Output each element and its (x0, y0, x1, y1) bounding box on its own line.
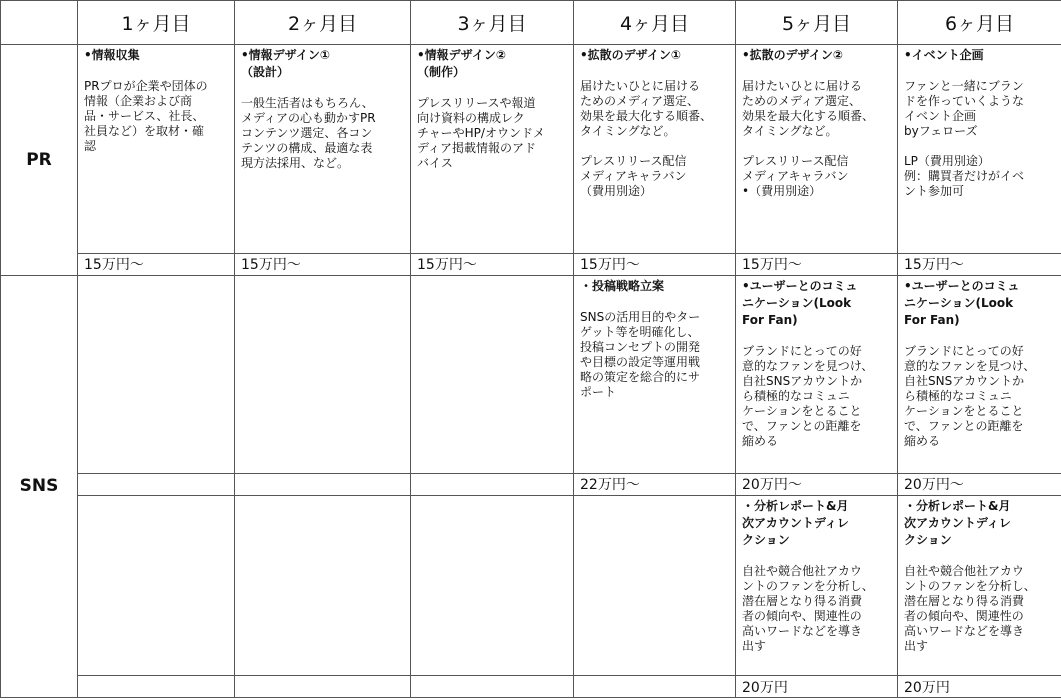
pr-desc-6: ファンと一緒にブラン ドを作っていくような イベント企画 byフェローズ LP（費用別途） 例：購買者だけがイベ ント参加可 (904, 79, 1025, 199)
sns1-cell-2 (235, 275, 411, 473)
sns1-title-6: •ユーザーとのコミュ ニケーション(Look For Fan) (904, 278, 1020, 327)
pr-price-row (1, 253, 1061, 275)
sns-row-label: SNS (1, 275, 78, 697)
header-row (1, 1, 1061, 45)
sns2-price-4 (574, 676, 736, 698)
pr-cell-5 (736, 45, 898, 254)
month-5-header: 5ヶ月目 (736, 1, 898, 45)
month-4-header: 4ヶ月目 (574, 1, 736, 45)
month-2-header: 2ヶ月目 (235, 1, 411, 45)
pr-price-3: 15万円～ (411, 253, 574, 275)
sns2-price-2 (235, 676, 411, 698)
sns2-price-3 (411, 676, 574, 698)
pr-desc-4: 届けたいひとに届ける ためのメディア選定、 効果を最大化する順番、 タイミングなど。 プレスリリース配信 メディアキャラバン （費用別途） (580, 79, 713, 199)
sns1-desc-6: ブランドにとっての好 意的なファンを見つけ、 自社SNSアカウントか ら積極的なコミュニ ケーションをとること で、ファンとの距離を 縮める (904, 343, 1036, 448)
sns2-title-5: ・分析レポート&月 次アカウントディレ クション (742, 498, 849, 547)
sns2-title-6: ・分析レポート&月 次アカウントディレ クション (904, 498, 1011, 547)
pr-title-6: •イベント企画 (904, 48, 984, 63)
sns1-price-1 (78, 473, 235, 495)
sns2-desc-6: 自社や競合他社アカウ ントのファンを分析し、 潜在層となり得る消費 者の傾向や、関連性の 高いワードなどを導き 出す (904, 563, 1036, 653)
sns1-desc-4: SNSの活用目的やター ゲット等を明確化し、 投稿コンセプトの開発 や目標の設定等運用戦 略の策定を総合的にサ ポート (580, 309, 701, 399)
pr-desc-3: プレスリリースや報道 向け資料の構成レク チャーやHP/オウンドメ ディア掲載情報のアド バイス (417, 96, 545, 171)
pr-price-5: 15万円～ (736, 253, 898, 275)
pr-desc-1: PRプロが企業や団体の 情報（企業および商 品・サービス、社長、 社員など）を取材・確 認 (84, 79, 208, 154)
sns1-cell-4 (574, 275, 736, 473)
sns2-cell-3 (411, 495, 574, 676)
sns-price-row-2 (1, 676, 1061, 698)
pr-cell-1 (78, 45, 235, 254)
pr-title-3: •情報デザイン② （制作） (417, 48, 506, 80)
sns1-price-5: 20万円～ (736, 473, 898, 495)
pr-title-1: •情報収集 (84, 48, 140, 63)
sns1-desc-5: ブランドにとっての好 意的なファンを見つけ、 自社SNSアカウントか ら積極的なコミュニ ケーションをとること で、ファンとの距離を 縮める (742, 343, 874, 448)
sns2-cell-6 (898, 495, 1061, 676)
month-6-header: 6ヶ月目 (898, 1, 1061, 45)
sns1-price-4: 22万円～ (574, 473, 736, 495)
sns1-price-3 (411, 473, 574, 495)
pr-cell-4 (574, 45, 736, 254)
sns1-cell-6 (898, 275, 1061, 473)
sns2-price-6: 20万円 (898, 676, 1061, 698)
pr-desc-2: 一般生活者はもちろん、 メディアの心も動かすPR コンテンツ選定、各コン テンツの構成、最適な表 現方法採用、など。 (241, 96, 376, 171)
pr-cell-2 (235, 45, 411, 254)
pr-title-5: •拡散のデザイン② (742, 48, 843, 63)
pr-content-row (1, 45, 1061, 254)
month-1-header: 1ヶ月目 (78, 1, 235, 45)
sns1-cell-3 (411, 275, 574, 473)
pr-price-2: 15万円～ (235, 253, 411, 275)
sns-price-row-1 (1, 473, 1061, 495)
pr-price-4: 15万円～ (574, 253, 736, 275)
sns1-title-5: •ユーザーとのコミュ ニケーション(Look For Fan) (742, 278, 858, 327)
sns2-desc-5: 自社や競合他社アカウ ントのファンを分析し、 潜在層となり得る消費 者の傾向や、関連性の 高いワードなどを導き 出す (742, 563, 874, 653)
sns-content-row-1 (1, 275, 1061, 473)
pr-price-1: 15万円～ (78, 253, 235, 275)
sns2-price-1 (78, 676, 235, 698)
month-3-header: 3ヶ月目 (411, 1, 574, 45)
sns1-cell-1 (78, 275, 235, 473)
corner-cell (1, 1, 78, 45)
pr-title-2: •情報デザイン① （設計） (241, 48, 330, 80)
sns2-cell-2 (235, 495, 411, 676)
pr-cell-6 (898, 45, 1061, 254)
pr-row-label: PR (1, 45, 78, 275)
sns-content-row-2 (1, 495, 1061, 676)
pr-price-6: 15万円～ (898, 253, 1061, 275)
pr-cell-3 (411, 45, 574, 254)
sns1-price-2 (235, 473, 411, 495)
sns2-cell-5 (736, 495, 898, 676)
pr-desc-5: 届けたいひとに届ける ためのメディア選定、 効果を最大化する順番、 タイミングなど。 プレスリリース配信 メディアキャラバン •（費用別途） (742, 79, 875, 199)
sns1-title-4: ・投稿戦略立案 (580, 278, 665, 293)
sns2-price-5: 20万円 (736, 676, 898, 698)
pr-title-4: •拡散のデザイン① (580, 48, 681, 63)
sns1-price-6: 20万円～ (898, 473, 1061, 495)
sns2-cell-1 (78, 495, 235, 676)
sns2-cell-4 (574, 495, 736, 676)
sns1-cell-5 (736, 275, 898, 473)
